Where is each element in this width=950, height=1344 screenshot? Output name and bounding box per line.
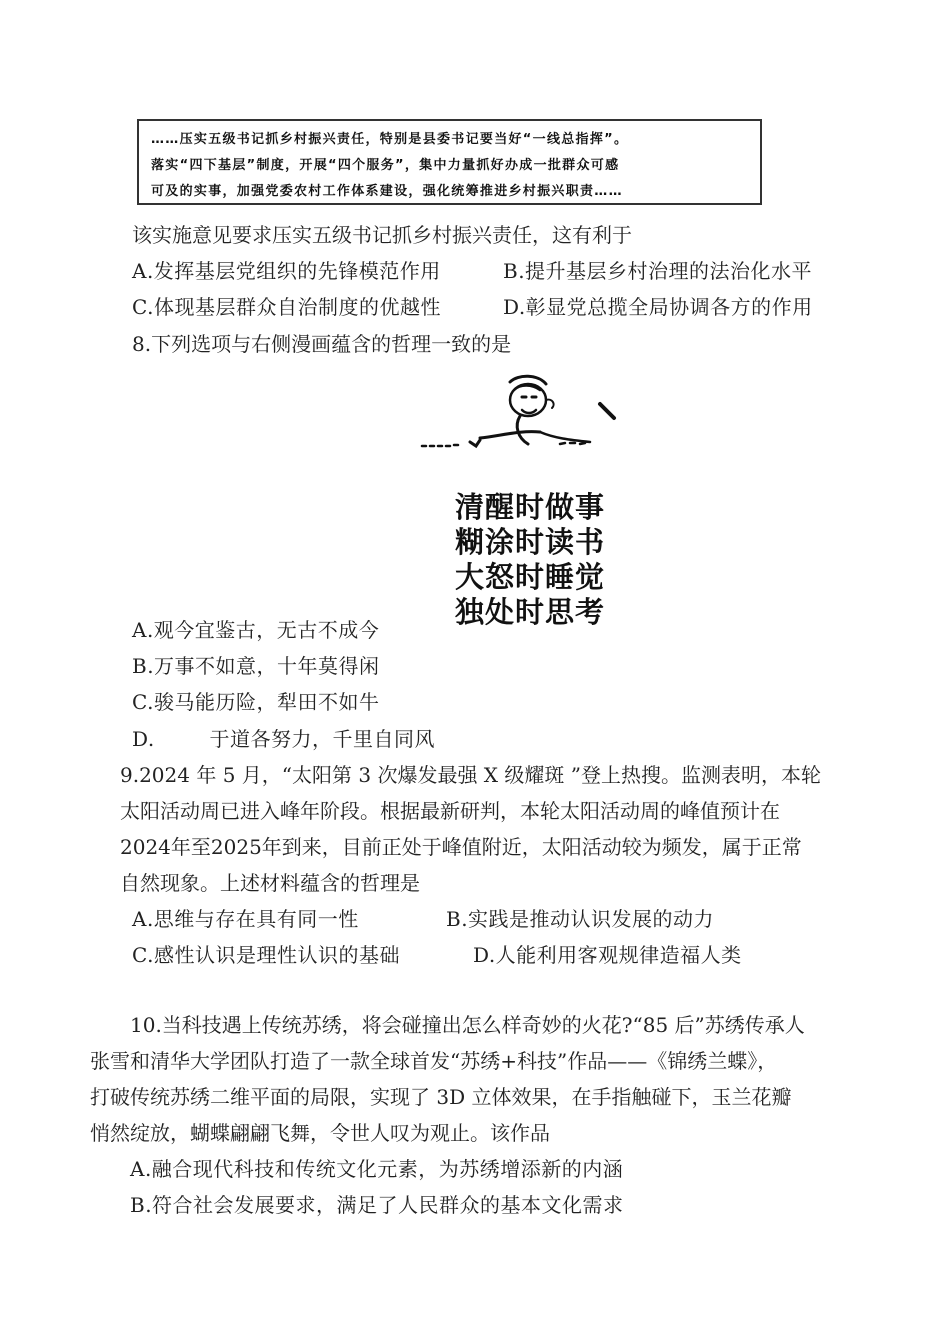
- q9-option-d: D.人能利用客观规律造福人类: [473, 943, 742, 967]
- cartoon-text-line: 独处时思考: [454, 595, 605, 629]
- q7-stem: 该实施意见要求压实五级书记抓乡村振兴责任，这有利于: [132, 223, 632, 247]
- quoted-excerpt-box: [137, 119, 762, 205]
- q8-option-c: C.骏马能历险，犁田不如牛: [132, 690, 380, 714]
- q8-option-d: D. 于道各努力，千里自同风: [132, 727, 436, 751]
- q8-stem: 8.下列选项与右侧漫画蕴含的哲理一致的是: [132, 332, 512, 356]
- q10-line: 张雪和清华大学团队打造了一款全球首发“苏绣+科技”作品——《锦绣兰蝶》，: [90, 1049, 778, 1073]
- excerpt-line: 落实“四下基层”制度，开展“四个服务”，集中力量抓好办成一批群众可感: [151, 158, 620, 173]
- q9-line: 2024年至2025年到来，目前正处于峰值附近，太阳活动较为频发，属于正常: [120, 835, 802, 859]
- q9-option-c: C.感性认识是理性认识的基础: [132, 943, 400, 967]
- q9-option-b: B.实践是推动认识发展的动力: [446, 907, 715, 931]
- cartoon-text-line: 大怒时睡觉: [454, 560, 605, 594]
- cartoon-illustration: [410, 370, 650, 630]
- q10-option-b: B.符合社会发展要求，满足了人民群众的基本文化需求: [130, 1193, 624, 1217]
- q10-line: 10.当科技遇上传统苏绣，将会碰撞出怎么样奇妙的火花?“85 后”苏绣传承人: [130, 1013, 805, 1037]
- q7-option-d: D.彰显党总揽全局协调各方的作用: [503, 295, 813, 319]
- q9-line: 自然现象。上述材料蕴含的哲理是: [120, 871, 420, 895]
- excerpt-line: 可及的实事，加强党委农村工作体系建设，强化统筹推进乡村振兴职责……: [151, 184, 623, 199]
- excerpt-line: ……压实五级书记抓乡村振兴责任，特别是县委书记要当好“一线总指挥”。: [151, 132, 629, 147]
- q7-option-b: B.提升基层乡村治理的法治化水平: [503, 259, 813, 283]
- cartoon-text-line: 糊涂时读书: [454, 525, 605, 559]
- q7-option-a: A.发挥基层党组织的先锋模范作用: [132, 259, 441, 283]
- q10-line: 打破传统苏绣二维平面的局限，实现了 3D 立体效果，在手指触碰下，玉兰花瓣: [90, 1085, 792, 1109]
- reclining-figure-drawing: [410, 370, 650, 480]
- q9-line: 太阳活动周已进入峰年阶段。根据最新研判，本轮太阳活动周的峰值预计在: [120, 799, 780, 823]
- q8-option-a: A.观今宜鉴古，无古不成今: [132, 618, 380, 642]
- cartoon-text-line: 清醒时做事: [454, 490, 605, 524]
- q7-option-c: C.体现基层群众自治制度的优越性: [132, 295, 441, 319]
- q10-line: 悄然绽放，蝴蝶翩翩飞舞，令世人叹为观止。该作品: [90, 1121, 550, 1145]
- q9-line: 9.2024 年 5 月，“太阳第 3 次爆发最强 X 级耀斑 ”登上热搜。监测表明，本轮: [120, 763, 821, 787]
- q8-option-b: B.万事不如意，十年莫得闲: [132, 654, 380, 678]
- cartoon-calligraphy: [410, 490, 650, 630]
- q10-option-a: A.融合现代科技和传统文化元素，为苏绣增添新的内涵: [130, 1157, 624, 1181]
- q9-option-a: A.思维与存在具有同一性: [132, 907, 359, 931]
